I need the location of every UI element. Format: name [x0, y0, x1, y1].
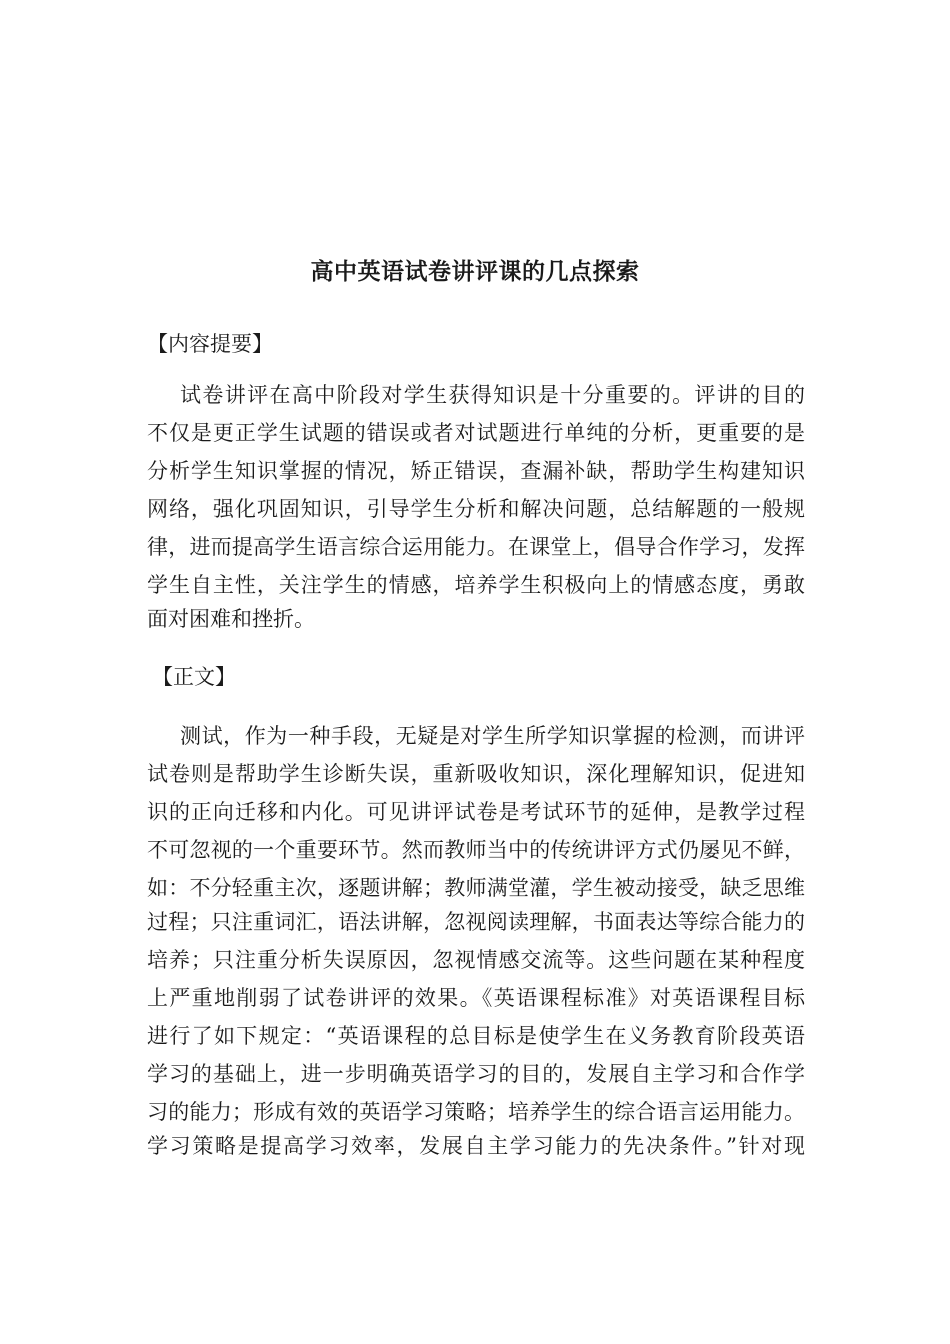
- body-line: 习的能力；形成有效的英语学习策略；培养学生的综合语言运用能力。: [147, 1100, 805, 1124]
- abstract-line: 网络，强化巩固知识，引导学生分析和解决问题，总结解题的一般规: [147, 497, 805, 521]
- abstract-line: 试卷讲评在高中阶段对学生获得知识是十分重要的。评讲的目的: [180, 383, 805, 407]
- body-line: 学习的基础上，进一步明确英语学习的目的，发展自主学习和合作学: [147, 1062, 805, 1086]
- body-line: 测试，作为一种手段，无疑是对学生所学知识掌握的检测，而讲评: [180, 724, 805, 748]
- body-line: 过程；只注重词汇，语法讲解，忽视阅读理解，书面表达等综合能力的: [147, 910, 805, 934]
- abstract-line: 律，进而提高学生语言综合运用能力。在课堂上，倡导合作学习，发挥: [147, 535, 805, 559]
- abstract-line: 不仅是更正学生试题的错误或者对试题进行单纯的分析，更重要的是: [147, 421, 805, 445]
- abstract-line: 学生自主性，关注学生的情感，培养学生积极向上的情感态度，勇敢: [147, 573, 805, 597]
- abstract-line: 分析学生知识掌握的情况，矫正错误，查漏补缺，帮助学生构建知识: [147, 459, 805, 483]
- body-line: 学习策略是提高学习效率，发展自主学习能力的先决条件。”针对现: [147, 1134, 805, 1158]
- body-line: 上严重地削弱了试卷讲评的效果。《英语课程标准》对英语课程目标: [147, 986, 805, 1010]
- body-line: 试卷则是帮助学生诊断失误，重新吸收知识，深化理解知识，促进知: [147, 762, 805, 786]
- abstract-line: 面对困难和挫折。: [147, 607, 315, 631]
- body-line: 培养；只注重分析失误原因，忽视情感交流等。这些问题在某种程度: [147, 948, 805, 972]
- body-line: 进行了如下规定：“英语课程的总目标是使学生在义务教育阶段英语: [147, 1024, 805, 1048]
- body-line: 不可忽视的一个重要环节。然而教师当中的传统讲评方式仍屡见不鲜，: [147, 838, 805, 862]
- document-title: 高中英语试卷讲评课的几点探索: [310, 259, 640, 285]
- body-line: 如：不分轻重主次，逐题讲解；教师满堂灌，学生被动接受，缺乏思维: [147, 876, 805, 900]
- abstract-heading: 【内容提要】: [147, 332, 273, 356]
- body-heading: 【正文】: [152, 665, 236, 689]
- body-line: 识的正向迁移和内化。可见讲评试卷是考试环节的延伸，是教学过程: [147, 800, 805, 824]
